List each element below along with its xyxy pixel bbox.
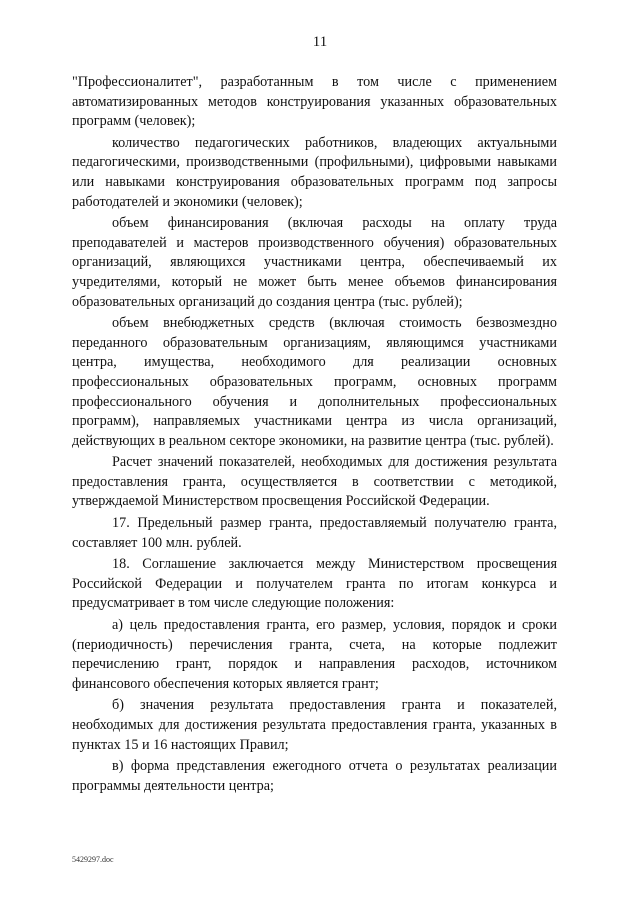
document-code: 5429297.doc <box>72 855 114 864</box>
paragraph-18-agreement: 18. Соглашение заключается между Министерством просвещения Российской Федерации и получателем гранта по итогам конкурса и предусматривает в том числе следующие положения: <box>72 556 557 612</box>
paragraph-18c: в) форма представления ежегодного отчета о результатах реализации программы деятельности центра; <box>72 758 557 794</box>
paragraph-17-grant-limit: 17. Предельный размер гранта, предоставляемый получателю гранта, составляет 100 млн. рублей. <box>72 515 557 551</box>
paragraph-18a: а) цель предоставления гранта, его размер, условия, порядок и сроки (периодичность) перечисления гранта, счета, на которые подлежит перечислению грант, порядок и направления расходов, источником финансового обеспечения которых является грант; <box>72 617 557 692</box>
document-body <box>72 73 557 798</box>
paragraph-calculation-method: Расчет значений показателей, необходимых для достижения результата предоставления гранта, осуществляется в соответствии с методикой, утверждаемой Министерством просвещения Российской Федерации. <box>72 454 557 510</box>
paragraph-continuation: "Профессионалитет", разработанным в том числе с применением автоматизированных методов конструирования указанных образовательных программ (человек); <box>72 74 557 130</box>
paragraph-extrabudgetary-funds: объем внебюджетных средств (включая стоимость безвозмездно переданного образовательным организациям, являющимся участниками центра, имущества, необходимого для реализации основных профессиональных образовательных программ, основных программ профессионального обучения и дополнительных профессиональных программ), направляемых участниками центра из числа организаций, действующих в реальном секторе экономики, на развитие центра (тыс. рублей). <box>72 315 557 449</box>
paragraph-18b: б) значения результата предоставления гранта и показателей, необходимых для достижения результата предоставления гранта, указанных в пунктах 15 и 16 настоящих Правил; <box>72 697 557 753</box>
page-number: 11 <box>312 34 328 50</box>
paragraph-funding-volume: объем финансирования (включая расходы на оплату труда преподавателей и мастеров производственного обучения) образовательных организаций, являющихся участниками центра, обеспечиваемый их учредителями, который не может быть менее объемов финансирования образовательных организаций до создания центра (тыс. рублей); <box>72 215 557 310</box>
paragraph-teachers-count: количество педагогических работников, владеющих актуальными педагогическими, производственными (профильными), цифровыми навыками или навыками конструирования образовательных программ под запросы работодателей и экономики (человек); <box>72 134 557 210</box>
